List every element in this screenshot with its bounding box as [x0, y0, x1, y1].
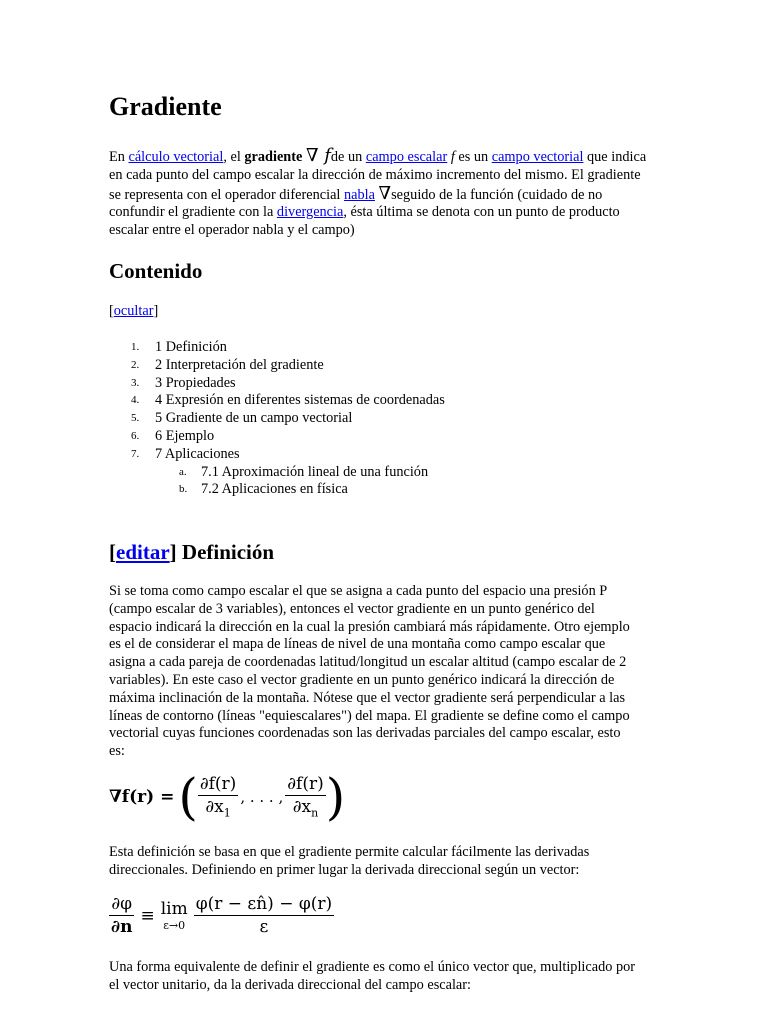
toc-number: 3.	[131, 376, 140, 389]
link-campo-escalar[interactable]: campo escalar	[365, 149, 448, 165]
equivalent-definition-paragraph: Una forma equivalente de definir el gradiente es como el único vector que, multiplicado por el vector unitario, da la derivada direccional del campo escalar:	[109, 959, 636, 993]
contents-heading: Contenido	[109, 259, 203, 283]
toc-item[interactable]	[109, 375, 445, 393]
toc-item[interactable]	[109, 446, 445, 464]
section-heading-definicion	[109, 540, 274, 565]
intro-text: , ésta última se denota con un punto de producto escalar entre el operador nabla y el campo)	[109, 204, 620, 239]
intro-text: es un	[454, 149, 492, 165]
fraction-denominator: ∂n	[111, 917, 133, 937]
toc-item[interactable]	[109, 410, 445, 428]
toc-item[interactable]	[109, 339, 445, 357]
fraction-numerator: ∂f(r)	[287, 774, 324, 795]
left-paren: (	[178, 768, 198, 826]
directional-derivative-equation	[109, 894, 334, 937]
bracket: [	[109, 540, 116, 564]
toc-label[interactable]: 2 Interpretación del gradiente	[155, 356, 324, 373]
f-symbol: f	[450, 149, 455, 165]
lhs-fraction	[109, 894, 134, 937]
toc-label[interactable]: 3 Propiedades	[155, 374, 236, 391]
toc-item[interactable]	[109, 357, 445, 375]
equation-lhs: ∇f(r) =	[109, 787, 175, 807]
limit-operator	[161, 899, 188, 932]
intro-paragraph	[109, 147, 649, 240]
link-divergencia[interactable]: divergencia	[276, 204, 344, 221]
gradient-equation	[109, 768, 346, 826]
toc-number: 1.	[131, 341, 140, 353]
lim-subscript: ε→0	[163, 919, 186, 932]
term-gradiente: gradiente	[244, 149, 303, 165]
fraction-numerator: ∂φ	[111, 894, 133, 914]
toc-number: 4.	[131, 394, 140, 407]
den-base: ∂x	[292, 797, 312, 818]
fraction-numerator: φ(r − εn̂) − φ(r)	[195, 894, 333, 914]
section-title: Definición	[176, 540, 275, 564]
toc-subitem[interactable]	[109, 464, 445, 482]
ellipsis: , . . . ,	[240, 788, 284, 806]
link-nabla[interactable]: nabla	[343, 186, 375, 203]
intro-text: En	[109, 149, 129, 165]
page-title: Gradiente	[109, 92, 222, 121]
fraction-denominator	[203, 796, 232, 819]
nabla-symbol: ∇	[378, 182, 392, 204]
intro-text: que indica en cada punto del campo escalar la dirección de máximo incremento del mismo. El gradiente se representa con el operador diferencial	[109, 149, 647, 203]
toc-number: 2.	[131, 358, 140, 371]
fraction-denominator: ε	[259, 917, 269, 937]
toc-label[interactable]: 1 Definición	[155, 339, 227, 355]
rhs-fraction	[194, 894, 334, 937]
bracket: ]	[153, 303, 159, 319]
toc-number: 7.	[131, 447, 140, 460]
toc-number: 6.	[131, 429, 140, 442]
den-base: ∂x	[205, 797, 224, 818]
toc-label[interactable]: 5 Gradiente de un campo vectorial	[155, 410, 353, 427]
toc-label[interactable]: 6 Ejemplo	[155, 427, 215, 444]
den-subscript: n	[311, 806, 319, 820]
definition-paragraph: Si se toma como campo escalar el que se asigna a cada punto del espacio una presión P (campo escalar de 3 variables), entonces el vector gradiente en un punto genérico del espacio indicará la dirección en la cual la presión cambiará más rápidamente. Otro ejemplo es el de considerar el mapa de líneas de nivel de una montaña como campo escalar que asigna a cada pareja de coordenadas latitud/longitud un escalar altitud (campo escalar de 2 variables). En este caso el vector gradiente en un punto genérico indicará la dirección de máxima inclinación de la montaña. Nótese que el vector gradiente será perpendicular a las líneas de contorno (líneas "equiescalares") del mapa. El gradiente se define como el campo vectorial cuyas funciones coordenadas son las derivadas parciales del campo escalar, esto es:	[109, 583, 630, 760]
partial-fraction-n	[285, 774, 325, 819]
table-of-contents	[109, 339, 445, 499]
nabla-f-symbol: ∇ f	[305, 145, 331, 166]
link-calculo-vectorial[interactable]: cálculo vectorial	[128, 149, 224, 165]
fraction-denominator	[291, 796, 320, 819]
toc-item[interactable]	[109, 392, 445, 410]
right-paren: )	[325, 768, 346, 826]
equiv-symbol: ≡	[140, 905, 155, 926]
lim-text: lim	[160, 899, 188, 919]
toc-subitem[interactable]	[109, 481, 445, 499]
toc-label[interactable]: 7 Aplicaciones	[155, 445, 240, 462]
toc-toggle	[109, 303, 158, 321]
toc-item[interactable]	[109, 428, 445, 446]
bracket: ]	[169, 540, 177, 564]
intro-text: de un	[330, 149, 366, 165]
directional-derivative-paragraph: Esta definición se basa en que el gradiente permite calcular fácilmente las derivadas direccionales. Definiendo en primer lugar la derivada direccional según un vector:	[109, 844, 590, 878]
toc-label[interactable]: 7.2 Aplicaciones en física	[201, 481, 348, 498]
link-campo-vectorial[interactable]: campo vectorial	[491, 149, 584, 165]
toc-number: a.	[179, 465, 187, 478]
toc-label[interactable]: 4 Expresión en diferentes sistemas de coordenadas	[155, 392, 445, 409]
intro-text: , el	[223, 149, 245, 165]
toc-number: 5.	[131, 412, 140, 425]
den-subscript: 1	[223, 806, 231, 820]
toc-label[interactable]: 7.1 Aproximación lineal de una función	[201, 463, 429, 480]
edit-section-link[interactable]: editar	[116, 540, 170, 564]
partial-fraction-1	[198, 774, 238, 819]
toc-number: b.	[179, 483, 188, 496]
bracket: [	[109, 303, 114, 319]
hide-toc-link[interactable]: ocultar	[113, 303, 154, 319]
intro-text: seguido de la función (cuidado de no confundir el gradiente con la	[109, 186, 603, 221]
fraction-numerator: ∂f(r)	[199, 774, 237, 795]
